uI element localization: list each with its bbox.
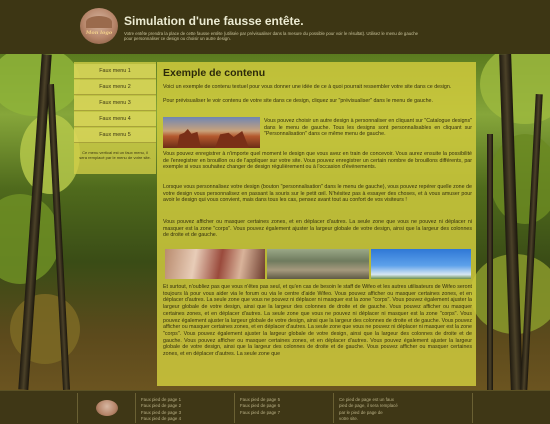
rock-formation: [215, 131, 249, 148]
logo-text: Mon logo: [85, 30, 113, 36]
footer-column-1: [141, 397, 181, 422]
sidebar-menu: [74, 62, 156, 174]
footer-text: votre site.: [339, 415, 359, 421]
site-footer: [0, 390, 550, 424]
sidebar-item-5[interactable]: Faux menu 5: [74, 128, 156, 143]
sidebar-item-2[interactable]: Faux menu 2: [74, 80, 156, 95]
footer-link[interactable]: Faux pied de page 1: [141, 397, 182, 402]
footer-link[interactable]: Faux pied de page 3: [141, 409, 182, 415]
thumbnail-image-2: [267, 249, 369, 279]
footer-link[interactable]: Faux pied de page 6: [240, 403, 281, 409]
sidebar-item-4[interactable]: Faux menu 4: [74, 112, 156, 127]
paragraph-catalogue: Vous pouvez choisir un autre design à personnaliser en cliquant sur "Catalogue designs" dans le menu de gauche. Tous les designs sont personnalisables en cliquant sur "Personnalisation" dans ce même menu de gauche.: [264, 118, 472, 138]
paragraph-preview: Pour prévisualiser le voir contenu de votre site dans ce design, cliquez sur "prévisualiser" dans le menu de gauche.: [163, 98, 433, 104]
footer-divider: [333, 393, 334, 423]
footer-divider: [472, 393, 473, 423]
footer-link[interactable]: Faux pied de page 7: [240, 409, 281, 415]
footer-logo[interactable]: [96, 400, 118, 416]
site-title: Simulation d'une fausse entête.: [124, 14, 304, 28]
paragraph-customize: Lorsque vous personnalisez votre design (bouton "personnalisation" dans le menu de gauche), vous pouvez repérer quelle zone de votre design vous personnalisez en passant la souris sur le petit œil. N'hésitez pas à essayer des choses, et à vous amuser pour avoir le design qui vous convient, mais dans tous les cas, pensez avant tout au confort de vos visiteurs !: [163, 184, 472, 204]
footer-column-3: [339, 397, 398, 422]
tree-trunk: [487, 134, 493, 390]
page-title: Exemple de contenu: [163, 67, 266, 79]
footer-text: par le pied de page de: [339, 409, 383, 415]
sidebar-note: Ce menu vertical est un faux menu, il sera remplacé par le menu de votre site.: [79, 150, 151, 160]
footer-link[interactable]: Faux pied de page 5: [240, 397, 281, 402]
paragraph-zones: Vous pouvez afficher ou masquer certaines zones, et en déplacer d'autres. La seule zone que vous ne pouvez ni déplacer ni masquer est la zone "corps". Vous pouvez également ajuster la largeur globale de votre design, ainsi que la largeur des colonnes de droite et de gauche.: [163, 219, 472, 239]
paragraph-save: Vous pouvez enregistrer à n'importe quel moment le design que vous avez en train de concevoir. Vous aurez ensuite la possibilité de l'enregistrer en brouillon ou de l'appliquer sur votre site. Vous pouvez enregistrer un certain nombre de brouillons différents, par exemple si vous souhaitez changer de design régulièrement ou à l'occasion d'événements.: [163, 151, 472, 171]
logo-hill-shape: [86, 16, 112, 28]
site-subtitle: Votre entête prendra la place de cette fausse entête (utilisée par prévisualiser dans la mesure du possible pour voir le résultat). Utilisez le menu de gauche pour personnaliser ce design ou choisir un autre design.: [124, 31, 419, 42]
paragraph-help: Et surtout, n'oubliez pas que vous n'êtes pas seul, et qu'en cas de besoin le staff de Wifeo et les autres utilisateurs de Wifeo seront toujours là pour vous aider via le forum ou via le centre d'aide Wifeo. Vous pouvez afficher ou masquer certaines zones, et en déplacer d'autres. La seule zone que vous ne pouvez ni déplacer ni masquer est la zone "corps". Vous pouvez également ajuster la largeur globale de votre design, ainsi que la largeur des colonnes de droite et de gauche. Vous pouvez afficher ou masquer certaines zones, et en déplacer d'autres. La seule zone que vous ne pouvez ni déplacer ni masquer est la zone "corps". Vous pouvez également ajuster la largeur globale de votre design, ainsi que la largeur des colonnes de droite et de gauche. Vous pouvez afficher ou masquer certaines zones, et en déplacer d'autres. La seule zone que vous ne pouvez ni déplacer ni masquer est la zone "corps". Vous pouvez également ajuster la largeur globale de votre design, ainsi que la largeur des colonnes de droite et de gauche. Vous pouvez afficher ou masquer certaines zones, et en déplacer d'autres. Vous pouvez également ajuster la largeur globale de votre design, ainsi que la largeur des colonnes de droite et de gauche. Vous pouvez afficher ou masquer certaines zones, et en déplacer d'autres. La seule zone que: [163, 284, 472, 358]
rock-formation: [177, 129, 201, 148]
thumbnail-image-1: [165, 249, 265, 279]
paragraph-intro: Voici un exemple de contenu textuel pour vous donner une idée de ce à quoi pourrait ressembler votre site dans ce design.: [163, 84, 452, 90]
sidebar-item-3[interactable]: Faux menu 3: [74, 96, 156, 111]
footer-text: pied de page, il sera remplacé: [339, 403, 398, 409]
site-header: [0, 0, 550, 54]
footer-link[interactable]: Faux pied de page 2: [141, 403, 182, 409]
footer-divider: [234, 393, 235, 423]
footer-divider: [77, 393, 78, 423]
thumbnail-image-3: [371, 249, 471, 279]
foliage: [490, 134, 550, 224]
footer-link[interactable]: Faux pied de page 4: [141, 415, 182, 421]
footer-divider: [135, 393, 136, 423]
sidebar-item-1[interactable]: Faux menu 1: [74, 64, 156, 79]
footer-text: Ce pied de page est un faux: [339, 397, 394, 402]
desert-rock-image: [163, 117, 260, 148]
main-content: [157, 62, 476, 386]
footer-column-2: [240, 397, 280, 416]
site-logo[interactable]: [80, 8, 118, 44]
